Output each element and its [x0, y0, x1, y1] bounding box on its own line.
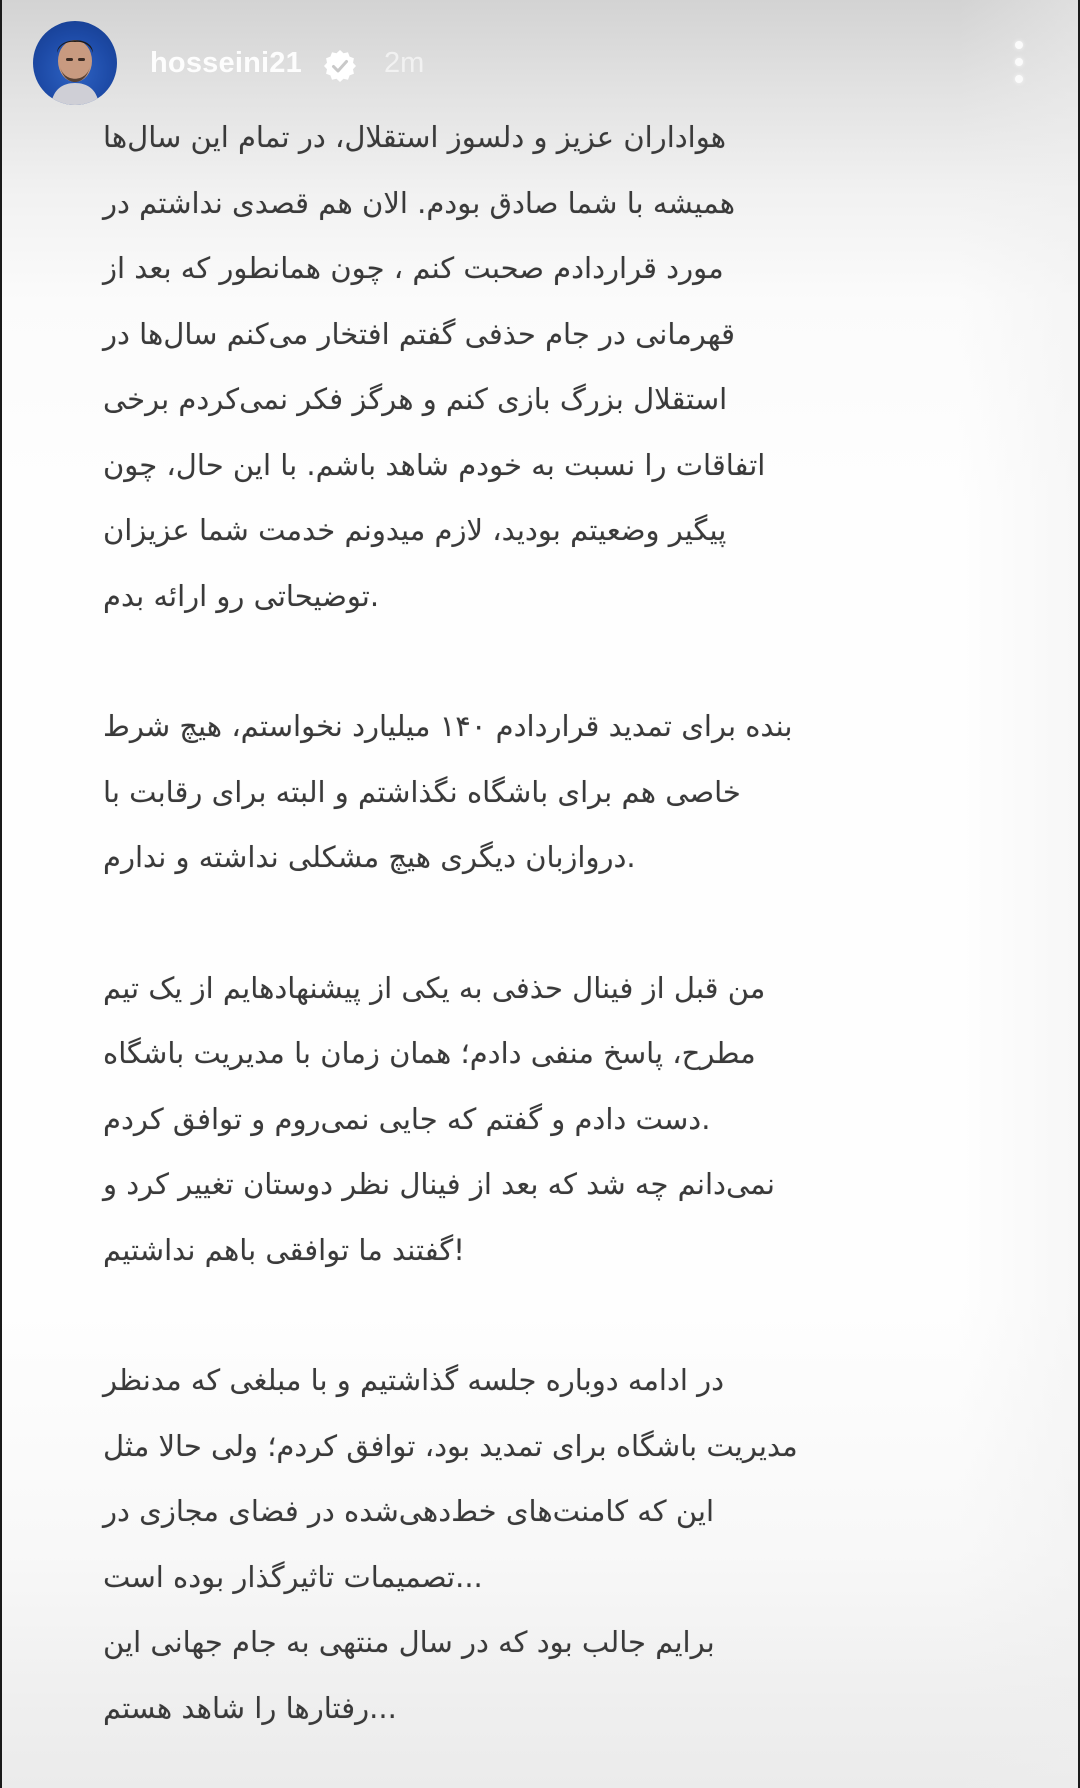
text-line: همیشه با شما صادق بودم. الان هم قصدی نداشتم در [103, 185, 736, 220]
post-timestamp: 2m [384, 47, 425, 79]
text-line: .دروازبان دیگری هیچ مشکلی نداشته و ندارم [103, 840, 636, 874]
more-options-icon-dot [1015, 75, 1023, 83]
text-line: .دست دادم و گفتم که جایی نمی‌روم و توافق کردم [103, 1101, 711, 1136]
more-options-icon [1015, 41, 1023, 49]
text-line: مطرح، پاسخ منفی دادم؛ همان زمان با مدیریت باشگاه [103, 1036, 756, 1070]
story-viewer [2, 0, 1078, 1788]
text-line: پیگیر وضعیتم بودید، لازم میدونم خدمت شما عزیزان [103, 513, 727, 547]
text-line: بنده برای تمدید قراردادم ۱۴۰ میلیارد نخواستم، هیچ شرط [103, 709, 793, 743]
text-line: مدیریت باشگاه برای تمدید بود، توافق کردم؛ ولی حالا مثل [103, 1428, 798, 1463]
avatar[interactable] [33, 21, 117, 105]
text-line: برایم جالب بود که در سال منتهی به جام جهانی این [103, 1625, 715, 1659]
text-line: در ادامه دوباره جلسه گذاشتیم و با مبلغی که مدنظر [103, 1363, 725, 1397]
text-line: قهرمانی در جام حذفی گفتم افتخار می‌کنم سال‌ها در [103, 316, 735, 351]
text-line: نمی‌دانم چه شد که بعد از فینال نظر دوستان تغییر کرد و [103, 1167, 775, 1201]
text-line: اتفاقات را نسبت به خودم شاهد باشم. با این حال، چون [103, 447, 766, 482]
text-line: ...تصمیمات تاثیرگذار بوده است [103, 1559, 483, 1594]
more-options-button[interactable] [1002, 34, 1036, 90]
paragraph-1 [103, 105, 983, 629]
paragraph-2 [103, 694, 983, 891]
text-line: ...رفتارها را شاهد هستم [103, 1690, 397, 1725]
story-text-body [103, 105, 983, 1741]
text-line: خاصی هم برای باشگاه نگذاشتم و البته برای رقابت با [103, 774, 741, 809]
text-line: این که کامنت‌های خط‌دهی‌شده در فضای مجازی در [103, 1494, 715, 1528]
paragraph-3 [103, 956, 983, 1284]
text-line: من قبل از فینال حذفی به یکی از پیشنهادهایم از یک تیم [103, 970, 766, 1005]
text-line: هواداران عزیز و دلسوز استقلال، در تمام این سال‌ها [103, 120, 726, 154]
text-line: !گفتند ما توافقی باهم نداشتیم [103, 1232, 465, 1267]
text-line: استقلال بزرگ بازی کنم و هرگز فکر نمی‌کردم برخی [103, 382, 728, 416]
profile-photo-icon [33, 21, 117, 105]
text-line: مورد قراردادم صحبت کنم ، چون همانطور که بعد از [103, 251, 724, 285]
username[interactable]: hosseini21 [150, 47, 302, 79]
text-line: .توضیحاتی رو ارائه بدم [103, 578, 380, 613]
more-options-icon-dot [1015, 58, 1023, 66]
paragraph-4 [103, 1348, 983, 1741]
verified-badge-icon [322, 48, 358, 84]
